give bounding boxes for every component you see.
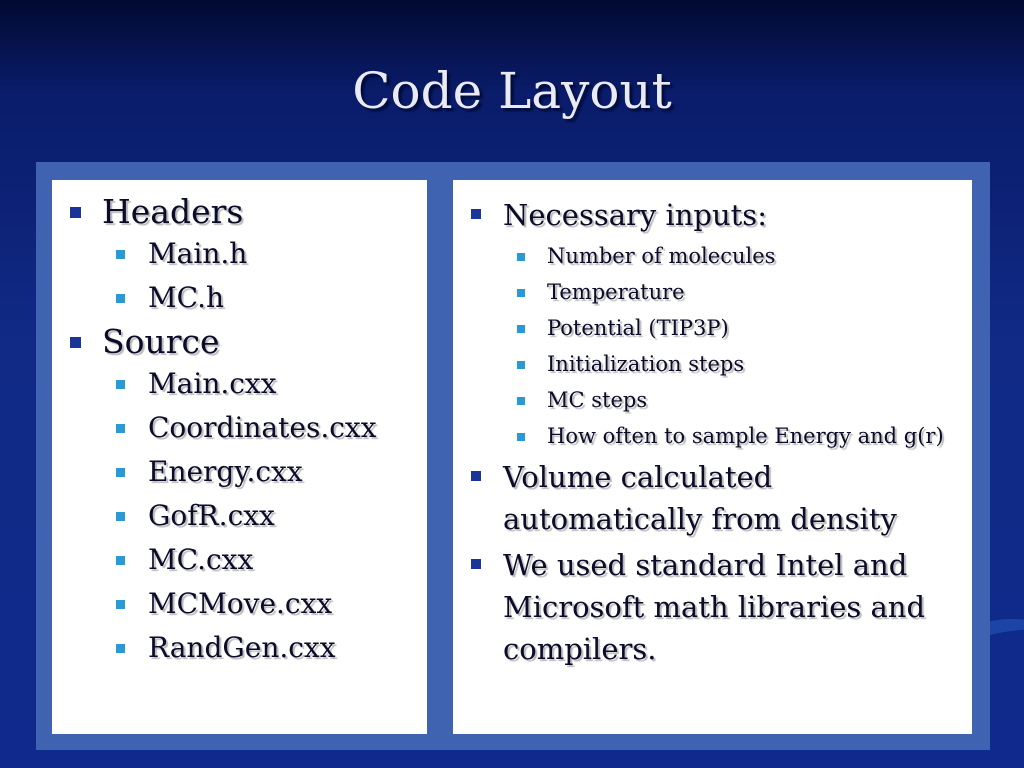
- list-item: [467, 421, 958, 452]
- bullet-text: RandGen.cxx: [148, 631, 336, 664]
- list-item: [467, 349, 958, 380]
- right-content-panel: [453, 180, 972, 734]
- list-item: [66, 582, 417, 626]
- bullet-text: How often to sample Energy and g(r): [547, 424, 944, 448]
- square-bullet-icon: [116, 424, 125, 433]
- square-bullet-icon: [116, 468, 125, 477]
- bullet-text: Initialization steps: [547, 352, 745, 376]
- list-item: [467, 241, 958, 272]
- list-item: [467, 313, 958, 344]
- list-item: [467, 385, 958, 416]
- square-bullet-icon: [116, 512, 125, 521]
- bullet-text: Source: [102, 322, 220, 361]
- list-item: [66, 538, 417, 582]
- list-item-source: [66, 322, 417, 362]
- right-bullet-list: [467, 194, 958, 670]
- bullet-text: Main.cxx: [148, 367, 277, 400]
- list-item: [66, 450, 417, 494]
- bullet-text: Temperature: [547, 280, 685, 304]
- bullet-text: GofR.cxx: [148, 499, 275, 532]
- bullet-text: MC steps: [547, 388, 648, 412]
- bullet-text: Number of molecules: [547, 244, 776, 268]
- square-bullet-icon: [471, 559, 481, 569]
- bullet-text: Headers: [102, 192, 244, 231]
- bullet-text: MC.h: [148, 281, 225, 314]
- list-item: [467, 277, 958, 308]
- list-item: [66, 232, 417, 276]
- bullet-text: Potential (TIP3P): [547, 316, 729, 340]
- left-bullet-list: [66, 192, 417, 670]
- bullet-text: Main.h: [148, 237, 248, 270]
- square-bullet-icon: [116, 294, 125, 303]
- square-bullet-icon: [517, 397, 525, 405]
- square-bullet-icon: [116, 556, 125, 565]
- square-bullet-icon: [116, 644, 125, 653]
- content-frame: [36, 162, 990, 750]
- list-item-volume: [467, 456, 958, 540]
- list-item-headers: [66, 192, 417, 232]
- list-item: [66, 626, 417, 670]
- list-item: [66, 276, 417, 320]
- list-item-libraries: [467, 544, 958, 670]
- bullet-text: MCMove.cxx: [148, 587, 333, 620]
- bullet-text: We used standard Intel and Microsoft math libraries and compilers.: [503, 548, 926, 666]
- square-bullet-icon: [70, 337, 81, 348]
- square-bullet-icon: [471, 209, 481, 219]
- square-bullet-icon: [116, 380, 125, 389]
- list-item: [66, 494, 417, 538]
- square-bullet-icon: [517, 361, 525, 369]
- left-content-panel: [52, 180, 427, 734]
- square-bullet-icon: [517, 289, 525, 297]
- square-bullet-icon: [116, 250, 125, 259]
- list-item: [66, 406, 417, 450]
- bullet-text: Necessary inputs:: [503, 198, 767, 232]
- list-item-necessary-inputs: [467, 194, 958, 236]
- square-bullet-icon: [471, 471, 481, 481]
- square-bullet-icon: [517, 253, 525, 261]
- square-bullet-icon: [70, 207, 81, 218]
- square-bullet-icon: [517, 433, 525, 441]
- bullet-text: Energy.cxx: [148, 455, 303, 488]
- bullet-text: Volume calculated automatically from density: [503, 460, 897, 536]
- bullet-text: Coordinates.cxx: [148, 411, 377, 444]
- square-bullet-icon: [517, 325, 525, 333]
- square-bullet-icon: [116, 600, 125, 609]
- list-item: [66, 362, 417, 406]
- bullet-text: MC.cxx: [148, 543, 254, 576]
- slide-title: Code Layout: [352, 62, 672, 120]
